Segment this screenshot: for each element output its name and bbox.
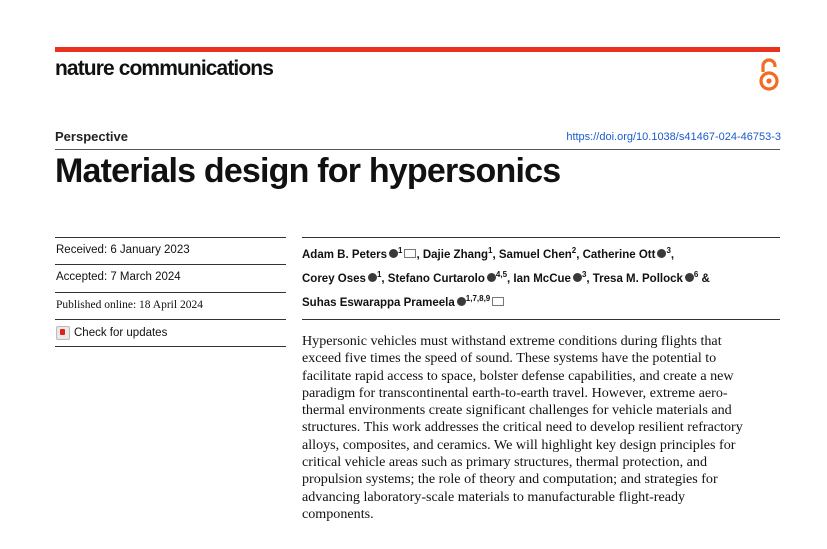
meta-divider (55, 292, 286, 293)
article-title: Materials design for hypersonics (55, 152, 561, 190)
authors-top-rule (302, 237, 780, 238)
abstract-line: paradigm for transcontinental earth-to-earth travel. However, extreme aero- (302, 384, 728, 401)
orcid-icon[interactable] (685, 273, 694, 282)
author[interactable]: Samuel Chen$^2$ (498, 246, 577, 261)
title-rule (55, 149, 780, 150)
abstract-line: structures. This work addresses the critical need to develop resilient refractory (302, 419, 743, 436)
author[interactable]: Adam B. Peters $^1$ (302, 249, 416, 261)
journal-header-bar (55, 47, 780, 52)
abstract-line: exceed five times the speed of sound. These systems have the potential to (302, 350, 717, 367)
journal-name: nature communications (55, 57, 273, 80)
orcid-icon[interactable] (389, 249, 398, 258)
author[interactable]: Corey Oses $^1$ (302, 270, 382, 286)
author-list: Adam B. Peters $^1$ , Dajie Zhang$^1$, Samuel Chen$^2$, Catherine Ott $^3$, Corey Oses $^1$, Stefano Curtarolo $^{4,5}$, Ian McCue $^3$, Tresa M. Pollock $^6$ & Suhas Eswarappa Prameela $^{1,7,8,9}$ (302, 246, 710, 310)
email-icon[interactable] (404, 249, 416, 258)
email-icon[interactable] (492, 297, 504, 306)
abstract-line: Hypersonic vehicles must withstand extreme conditions during flights that (302, 333, 722, 349)
abstract-line: facilitate rapid access to space, bolster defense capabilities, and create a new (302, 367, 734, 384)
author[interactable]: Ian McCue $^3$ (513, 270, 587, 286)
abstract-line: alloys, composites, and ceramics. We will highlight key design principles for (302, 436, 736, 453)
author[interactable]: Stefano Curtarolo $^{4,5}$ (387, 270, 508, 286)
author[interactable]: Suhas Eswarappa Prameela $^{1,7,8,9}$ (302, 297, 504, 309)
abstract-line: propulsion systems; the role of theory and computation; and strategies for (302, 471, 718, 488)
meta-divider (55, 264, 286, 265)
orcid-icon[interactable] (487, 273, 496, 282)
orcid-icon[interactable] (457, 297, 466, 306)
check-updates-label: Check for updates (74, 327, 168, 339)
author[interactable]: Tresa M. Pollock $^6$ (592, 270, 699, 286)
orcid-icon[interactable] (368, 273, 377, 282)
meta-divider (55, 237, 286, 238)
abstract-line: components. (302, 505, 374, 522)
doi-link[interactable]: https://doi.org/10.1038/s41467-024-46753-3 (566, 131, 781, 143)
abstract-line: thermal environments create significant challenges for vehicle materials and (302, 402, 732, 419)
check-updates-icon (56, 326, 70, 340)
authors-bottom-rule (302, 319, 780, 320)
author[interactable]: Catherine Ott $^3$ (582, 246, 671, 261)
open-access-icon (756, 58, 782, 92)
accepted-date: Accepted: 7 March 2024 (56, 271, 181, 283)
meta-divider (55, 346, 286, 347)
author[interactable]: Dajie Zhang$^1$ (422, 246, 493, 261)
article-type: Perspective (55, 129, 128, 144)
published-date: Published online: 18 April 2024 (56, 299, 203, 311)
abstract (302, 333, 782, 523)
meta-divider (55, 319, 286, 320)
received-date: Received: 6 January 2023 (56, 244, 190, 256)
abstract-line: advancing laboratory-scale materials to manufacturable flight-ready (302, 488, 686, 505)
orcid-icon[interactable] (573, 273, 582, 282)
check-updates-button[interactable] (56, 326, 167, 340)
abstract-line: critical vehicle areas such as primary structures, thermal protection, and (302, 454, 708, 471)
